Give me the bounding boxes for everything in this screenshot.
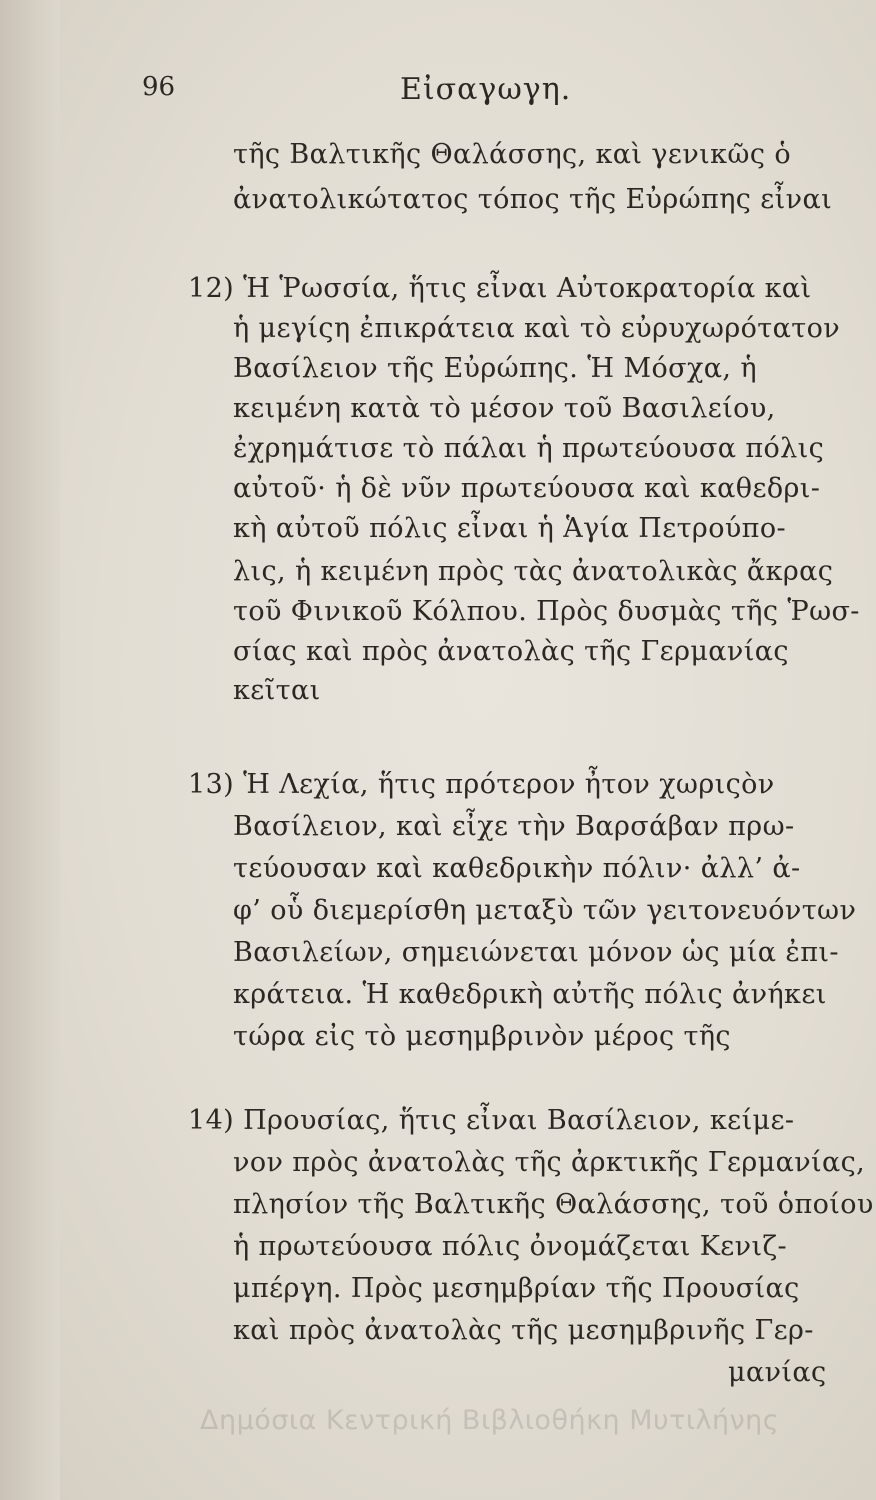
library-watermark: Δημόσια Κεντρική Βιβλιοθήκη Μυτιλήνης [200,1405,780,1436]
text-line: πλησίον τῆς Βαλτικῆς Θαλάσσης, τοῦ ὁποίου [233,1189,874,1220]
text-line: τῆς Βαλτικῆς Θαλάσσης, καὶ γενικῶς ὁ [233,139,791,170]
text-line: Βασίλειον, καὶ εἶχε τὴν Βαρσάβαν πρω- [233,811,795,842]
text-line: κράτεια. Ἡ καθεδρικὴ αὐτῆς πόλις ἀνήκει [233,979,827,1010]
text-line: ἡ πρωτεύουσα πόλις ὀνομάζεται Κενιζ- [233,1231,788,1262]
text-line: σίας καὶ πρὸς ἀνατολὰς τῆς Γερμανίας [233,636,789,667]
text-line: κὴ αὐτοῦ πόλις εἶναι ἡ Ἁγία Πετρούπο- [233,513,786,544]
text-line: Βασίλειον τῆς Εὐρώπης. Ἡ Μόσχα, ἡ [233,353,757,384]
text-line: μανίας [728,1357,827,1388]
page-number: 96 [142,72,176,102]
text-line: κεῖται [233,675,321,706]
text-line: αὐτοῦ· ἡ δὲ νῦν πρωτεύουσα καὶ καθεδρι- [233,473,821,504]
text-line: τοῦ Φινικοῦ Κόλπου. Πρὸς δυσμὰς τῆς Ῥωσ- [233,596,860,627]
text-line: ἀνατολικώτατος τόπος τῆς Εὐρώπης εἶναι [233,184,833,215]
running-title: Εἰσαγωγη. [400,72,572,107]
text-line: τεύουσαν καὶ καθεδρικὴν πόλιν· ἀλλ’ ἀ- [233,853,801,884]
text-line: Βασιλείων, σημειώνεται μόνον ὡς μία ἐπι- [233,937,839,968]
text-line: καὶ πρὸς ἀνατολὰς τῆς μεσημβρινῆς Γερ- [233,1315,814,1346]
text-line: μπέργη. Πρὸς μεσημβρίαν τῆς Προυσίας [233,1273,800,1304]
page-gutter-shadow [0,0,60,1500]
text-line: ἡ μεγίςη ἐπικράτεια καὶ τὸ εὐρυχωρότατον [233,313,841,344]
section-14-heading: 14) Προυσίας, ἥτις εἶναι Βασίλειον, κείμε- [188,1105,795,1136]
section-13-heading: 13) Ἡ Λεχία, ἥτις πρότερον ἦτον χωριςὸν [188,769,775,800]
section-12-heading: 12) Ἡ Ῥωσσία, ἥτις εἶναι Αὐτοκρατορία καὶ [188,273,812,304]
text-line: κειμένη κατὰ τὸ μέσον τοῦ Βασιλείου, [233,393,776,424]
text-line: νον πρὸς ἀνατολὰς τῆς ἀρκτικῆς Γερμανίας, [233,1147,866,1178]
text-line: τώρα εἰς τὸ μεσημβρινὸν μέρος τῆς [233,1021,731,1052]
text-line: ἐχρημάτισε τὸ πάλαι ἡ πρωτεύουσα πόλις [233,433,825,464]
text-line: φ’ οὗ διεμερίσθη μεταξὺ τῶν γειτονευόντων [233,895,857,926]
page-header [0,72,876,112]
text-line: λις, ἡ κειμένη πρὸς τὰς ἀνατολικὰς ἄκρας [233,556,834,587]
